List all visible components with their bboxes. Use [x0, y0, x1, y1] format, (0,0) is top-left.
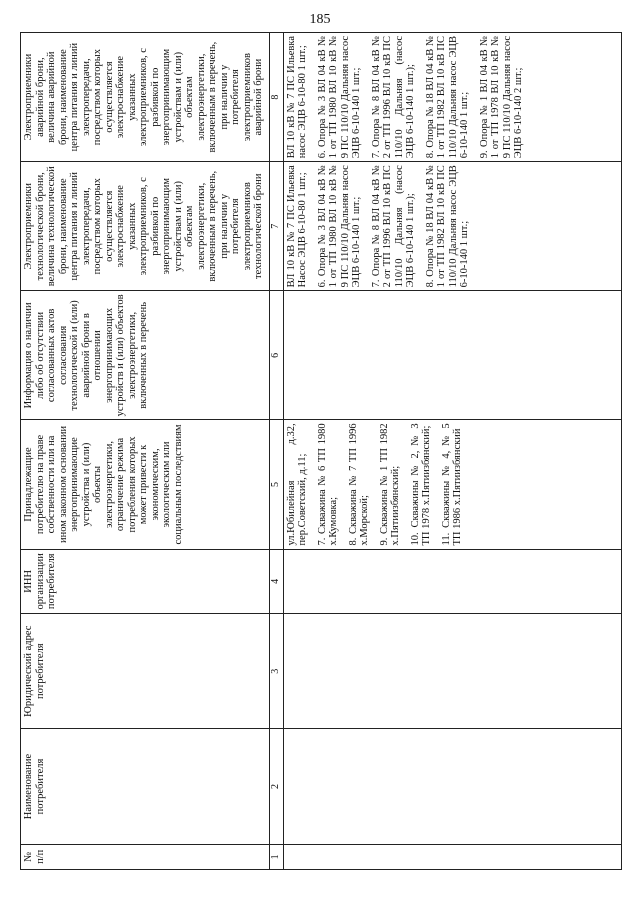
emergency-reserve-entry: 8. Опора № 18 ВЛ 04 кВ № 1 от ТП 1982 ВЛ 10 кВ ПС 110/10 Дальняя насос ЭЦВ 6-10-140 1 шт.; — [424, 36, 471, 159]
tech-reserve-entry: ВЛ 10 кВ № 7 ПС Ильевка Насос ЭЦВ 6-10-80 1 шт.; — [285, 165, 309, 288]
column-number: 4 — [269, 549, 283, 614]
header-cell: Электроприемники аварийной брони, величина аварийной брони, наименование центра питания и линий электропередачи, посредством которых осуществляется электроснабжение указанных электроприемников, с разбивкой по энергопринимающим устройствам и (или) объектам электроэнергетики, включенным в перечень, при наличии у потребителя электроприемников аварийной брони — [21, 33, 270, 162]
cell-devices — [283, 420, 621, 549]
device-entry: 8. Скважина № 7 ТП 1996 х.Морской; — [347, 423, 371, 546]
cell-legal-address — [283, 614, 621, 729]
tech-reserve-entry: 6. Опора № 3 ВЛ 04 кВ № 1 от ТП 1980 ВЛ 10 кВ № 9 ПС 110/10 Дальняя насос ЭЦВ 6-10-140 1 шт.; — [316, 165, 363, 288]
device-entry: 9. Скважина № 1 ТП 1982 х.Пятиизбянский; — [378, 423, 402, 546]
column-number: 3 — [269, 614, 283, 729]
emergency-reserve-entry: 6. Опора № 3 ВЛ 04 кВ № 1 от ТП 1980 ВЛ 10 кВ № 9 ПС 110/10 Дальняя насос ЭЦВ 6-10-140 1 шт.; — [316, 36, 363, 159]
device-entry: 10. Скважины № 2, № 3 ТП 1978 х.Пятиизбянский; — [409, 423, 433, 546]
column-number: 1 — [269, 844, 283, 869]
column-number: 6 — [269, 291, 283, 420]
consumer-table — [20, 32, 622, 870]
header-cell: № п/п — [21, 844, 270, 869]
cell-emergency-reserve — [283, 33, 621, 162]
column-number: 8 — [269, 33, 283, 162]
emergency-reserve-entry: 7. Опора № 8 ВЛ 04 кВ № 2 от ТП 1996 ВЛ 10 кВ ПС 110/10 Дальняя (насос ЭЦВ 6-10-140 1 шт.); — [370, 36, 417, 159]
page-number: 185 — [309, 12, 331, 27]
header-cell: Юридический адрес потребителя — [21, 614, 270, 729]
header-cell: ИНН организации потребителя — [21, 549, 270, 614]
header-cell: Информация о наличии либо об отсутствии согласованных актов согласования технологической и (или) аварийной брони в отношении энергопринимающих устройств и (или) объектов электроэнергетики, включенных в перечень — [21, 291, 270, 420]
device-entry: 7. Скважина № 6 ТП 1980 х.Кумовка; — [316, 423, 340, 546]
cell-acts-info — [283, 291, 621, 420]
cell-inn — [283, 549, 621, 614]
column-number: 2 — [269, 729, 283, 844]
tech-reserve-entry: 7. Опора № 8 ВЛ 04 кВ № 2 от ТП 1996 ВЛ 10 кВ ПС 110/10 Дальняя (насос ЭЦВ 6-10-140 1 шт.); — [370, 165, 417, 288]
column-number-row — [269, 33, 283, 870]
tech-reserve-entry: 8. Опора № 18 ВЛ 04 кВ № 1 от ТП 1982 ВЛ 10 кВ ПС 110/10 Дальняя насос ЭЦВ 6-10-140 1 шт.; — [424, 165, 471, 288]
emergency-reserve-entry: ВЛ 10 кВ № 7 ПС Ильевка насос ЭЦВ 6-10-80 1 шт.; — [285, 36, 309, 159]
cell-consumer-name — [283, 729, 621, 844]
cell-number — [283, 844, 621, 869]
table-header-row — [21, 33, 270, 870]
table-row — [283, 33, 621, 870]
device-entry: ул.Юбилейная д.32, пер.Советский, д.11; — [285, 423, 309, 546]
column-number: 7 — [269, 162, 283, 291]
cell-tech-reserve — [283, 162, 621, 291]
device-entry: 11. Скважины № 4, № 5 ТП 1986 х.Пятиизбянский — [440, 423, 464, 546]
header-cell: Наименование потребителя — [21, 729, 270, 844]
header-cell: Принадлежащие потребителю на праве собственности или на ином законном основании энергопринимающие устройства и (или) объекты электроэнергетики, ограничение режима потребления которых может привести к экономическим, экологическим или социальным последствиям — [21, 420, 270, 549]
emergency-reserve-entry: 9. Опора № 1 ВЛ 04 кВ № 1 от ТП 1978 ВЛ 10 кВ № 9 ПС 110/10 Дальняя насос ЭЦВ 6-10-140 2 шт.; — [478, 36, 525, 159]
rotated-table-container — [20, 32, 622, 870]
header-cell: Электроприемники технологической брони, величина технологической брони, наименование центра питания и линий электропередачи, посредством которых осуществляется электроснабжение указанных электроприемников, с разбивкой по энергопринимающим устройствам и (или) объектам электроэнергетики, включенным в перечень, при наличии у потребителя электроприемников технологической брони — [21, 162, 270, 291]
column-number: 5 — [269, 420, 283, 549]
